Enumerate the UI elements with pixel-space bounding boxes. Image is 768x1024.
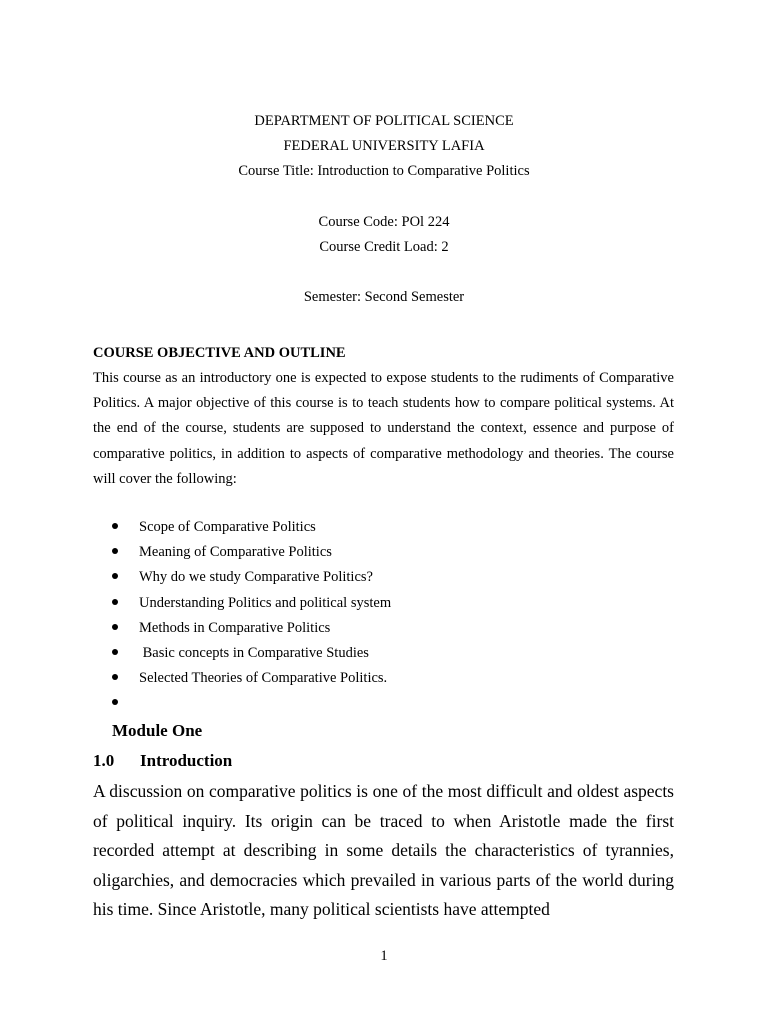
semester-line: Semester: Second Semester <box>303 289 465 305</box>
bullet-icon <box>112 649 118 655</box>
list-item-text: Understanding Politics and political system <box>139 594 392 611</box>
module-title: Module One <box>112 721 203 740</box>
bullet-icon <box>112 699 118 705</box>
intro-paragraph: A discussion on comparative politics is one of the most difficult and oldest aspects of political inquiry. Its origin can be traced to when Aristotle made the first recorded attempt at describing in some details the characteristics of tyrannies, oligarchies, and democracies which prevailed in various parts of the world during his time. Since Aristotle, many political scientists have attempted <box>93 781 674 920</box>
bullet-icon <box>112 624 118 630</box>
list-item-text: Scope of Comparative Politics <box>139 519 316 535</box>
section-heading <box>93 749 232 773</box>
section-title: Introduction <box>140 751 233 770</box>
course-title-line: Course Title: Introduction to Comparative Politics <box>238 163 530 179</box>
section-number: 1.0 <box>93 751 115 770</box>
list-item-text: Methods in Comparative Politics <box>139 619 331 636</box>
list-item-text: Basic concepts in Comparative Studies <box>139 644 369 661</box>
list-item <box>112 693 391 718</box>
university-line: FEDERAL UNIVERSITY LAFIA <box>283 138 485 154</box>
list-item <box>112 643 391 668</box>
bullet-icon <box>112 599 118 605</box>
objective-heading: COURSE OBJECTIVE AND OUTLINE <box>93 345 346 361</box>
credit-load-line: Course Credit Load: 2 <box>319 239 449 255</box>
objective-paragraph: This course as an introductory one is expected to expose students to the rudiments of Comparative Politics. A major objective of this course is to teach students how to compare political systems. At the end of the course, students are supposed to understand the context, essence and purpose of comparative politics, in addition to aspects of comparative methodology and theories. The course will cover the following: <box>93 370 674 487</box>
list-item <box>112 618 391 643</box>
page-number: 1 <box>380 948 388 964</box>
bullet-icon <box>112 523 118 529</box>
department-line: DEPARTMENT OF POLITICAL SCIENCE <box>254 113 514 129</box>
list-item <box>112 593 391 618</box>
list-item <box>112 668 391 693</box>
bullet-icon <box>112 548 118 554</box>
list-item-text: Selected Theories of Comparative Politics. <box>139 670 388 687</box>
course-code-line: Course Code: POl 224 <box>318 214 450 230</box>
bullet-icon <box>112 573 118 579</box>
bullet-icon <box>112 674 118 680</box>
list-item <box>112 517 391 542</box>
list-item-text: Meaning of Comparative Politics <box>139 544 332 561</box>
list-item <box>112 542 391 567</box>
list-item <box>112 567 391 592</box>
list-item-text: Why do we study Comparative Politics? <box>139 569 373 586</box>
outline-list <box>112 517 391 719</box>
